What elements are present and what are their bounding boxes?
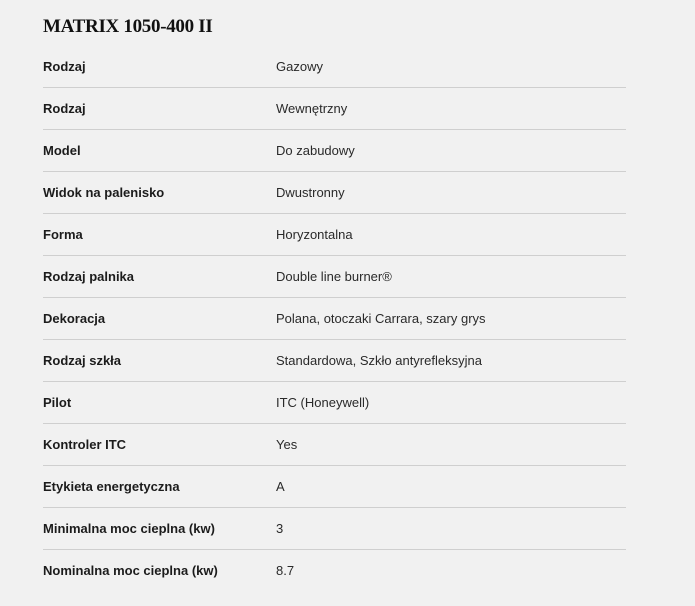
spec-label: Etykieta energetyczna — [43, 478, 180, 494]
spec-label: Widok na palenisko — [43, 184, 165, 200]
spec-row-glass-type — [43, 340, 626, 382]
spec-label: Rodzaj — [43, 100, 86, 116]
spec-value: Double line burner® — [276, 268, 392, 284]
spec-value: ITC (Honeywell) — [276, 394, 370, 410]
spec-value: Dwustronny — [276, 184, 345, 200]
spec-value: Do zabudowy — [276, 142, 355, 158]
spec-row-firebox-view — [43, 172, 626, 214]
spec-row-form — [43, 214, 626, 256]
spec-label: Rodzaj szkła — [43, 352, 122, 368]
spec-label: Model — [43, 142, 81, 158]
spec-row-nominal-heat-output — [43, 550, 626, 592]
spec-row-decoration — [43, 298, 626, 340]
spec-row-burner-type — [43, 256, 626, 298]
spec-value: 8.7 — [276, 563, 295, 578]
spec-value: Wewnętrzny — [276, 100, 348, 116]
spec-value: Standardowa, Szkło antyrefleksyjna — [276, 352, 482, 368]
spec-label: Rodzaj palnika — [43, 268, 135, 284]
spec-value: Yes — [276, 436, 298, 452]
spec-value: Gazowy — [276, 58, 323, 74]
spec-label: Nominalna moc cieplna (kw) — [43, 563, 218, 578]
spec-row-type-1 — [43, 46, 626, 88]
spec-row-energy-label — [43, 466, 626, 508]
spec-value: 3 — [276, 520, 284, 536]
spec-value: A — [276, 478, 285, 494]
spec-label: Forma — [43, 226, 83, 242]
spec-row-min-heat-output — [43, 508, 626, 550]
spec-label: Rodzaj — [43, 58, 86, 74]
spec-row-remote — [43, 382, 626, 424]
spec-label: Kontroler ITC — [43, 436, 127, 452]
spec-row-type-2 — [43, 88, 626, 130]
product-title: MATRIX 1050-400 II — [43, 16, 213, 37]
spec-label: Dekoracja — [43, 310, 106, 326]
spec-row-itc-controller — [43, 424, 626, 466]
spec-label: Pilot — [43, 394, 72, 410]
spec-label: Minimalna moc cieplna (kw) — [43, 520, 215, 536]
spec-table — [43, 46, 626, 592]
spec-value: Polana, otoczaki Carrara, szary grys — [276, 310, 486, 326]
spec-value: Horyzontalna — [276, 226, 353, 242]
spec-row-model — [43, 130, 626, 172]
